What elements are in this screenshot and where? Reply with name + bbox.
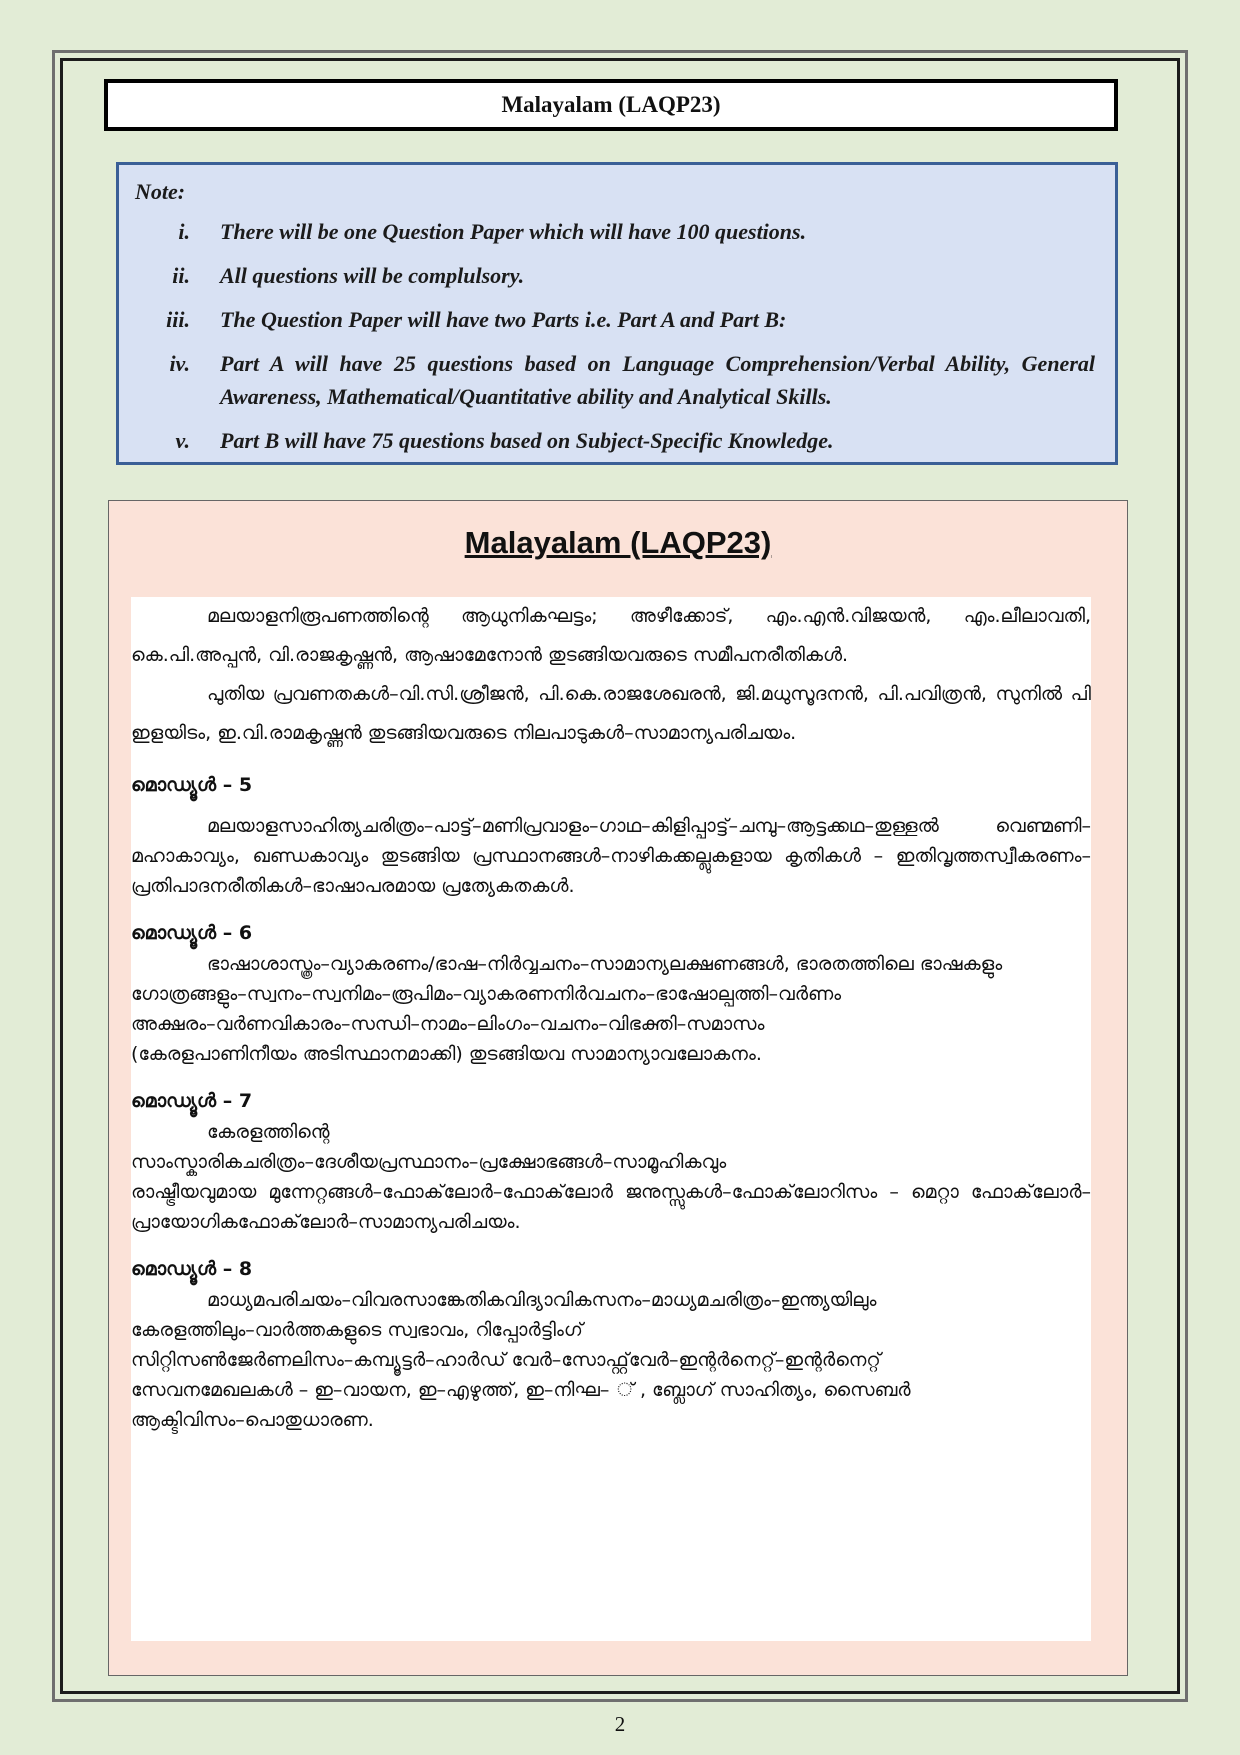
note-item-number: iii.	[166, 307, 190, 332]
page-title	[104, 79, 1118, 131]
module-text: അക്ഷരം–വർണവികാരം–സന്ധി–നാമം–ലിംഗം–വചനം–വിഭക്തി–സമാസം	[131, 1013, 765, 1035]
note-item-number: i.	[178, 219, 190, 244]
syllabus-title: Malayalam (LAQP23)	[464, 525, 772, 560]
module-text: (കേരളപാണിനീയം അടിസ്ഥാനമാക്കി) തുടങ്ങിയവ സാമാന്യാവലോകനം.	[131, 1043, 762, 1065]
module-heading: മൊഡ്യൂൾ – 7	[131, 1090, 253, 1112]
module-heading: മൊഡ്യൂൾ – 6	[131, 922, 253, 944]
note-item	[135, 347, 1095, 413]
note-item-text: Part A will have 25 questions based on Language Comprehension/Verbal Ability, General Awareness, Mathematical/Quantitative ability and Analytical Skills.	[220, 351, 1095, 409]
module-text: സാംസ്കാരികചരിത്രം–ദേശീയപ്രസ്ഥാനം–പ്രക്ഷോഭങ്ങൾ–സാമൂഹികവും	[131, 1151, 727, 1173]
note-item-number: ii.	[172, 263, 190, 288]
note-item-number: v.	[175, 428, 190, 453]
module-text: സിറ്റിസൺജേർണലിസം–കമ്പ്യൂട്ടർ–ഹാർഡ് വേർ–സോഫ്റ്റ്‌വേർ–ഇന്റർനെറ്റ്–ഇന്റർനെറ്റ്	[131, 1349, 881, 1371]
syllabus-content	[131, 597, 1091, 1641]
module-text: ആക്ടിവിസം–പൊതുധാരണ.	[131, 1409, 374, 1431]
syllabus-paragraph: മലയാളനിരൂപണത്തിന്റെ ആധുനികഘട്ടം; അഴീക്കോട്, എം.എൻ.വിജയൻ, എം.ലീലാവതി, കെ.പി.അപ്പൻ, വി.രാജകൃഷ്ണൻ, ആഷാമേനോൻ തുടങ്ങിയവരുടെ സമീപനരീതികൾ.	[131, 605, 1091, 666]
note-item-number: iv.	[169, 351, 190, 376]
note-heading: Note:	[135, 179, 186, 204]
module-text: ഭാഷാശാസ്ത്രം–വ്യാകരണം/ഭാഷ–നിർവ്വചനം–സാമാന്യലക്ഷണങ്ങൾ, ഭാരതത്തിലെ ഭാഷകളും	[207, 953, 1003, 975]
note-item-text: The Question Paper will have two Parts i.e. Part A and Part B:	[220, 307, 787, 332]
syllabus-box	[108, 500, 1128, 1676]
module-text: സേവനമേഖലകൾ – ഇ–വായന, ഇ–എഴുത്ത്, ഇ–നിഘ– ് , ബ്ലോഗ് സാഹിത്യം, സൈബർ	[131, 1379, 911, 1401]
page-number: 2	[614, 1712, 626, 1736]
module-text: കേരളത്തിലും–വാർത്തകളുടെ സ്വഭാവം, റിപ്പോർട്ടിംഗ്	[131, 1319, 583, 1341]
note-list	[135, 215, 1095, 457]
note-item	[135, 259, 1095, 292]
module-heading: മൊഡ്യൂൾ – 5	[131, 774, 253, 796]
module-text: ഗോത്രങ്ങളും–സ്വനം–സ്വനിമം–രൂപിമം–വ്യാകരണനിർവചനം–ഭാഷോല്പത്തി–വർണം	[131, 983, 842, 1005]
note-item-text: All questions will be complulsory.	[220, 263, 525, 288]
note-item	[135, 424, 1095, 457]
syllabus-paragraph: പുതിയ പ്രവണതകൾ–വി.സി.ശ്രീജൻ, പി.കെ.രാജശേഖരൻ, ജി.മധുസൂദനൻ, പി.പവിത്രൻ, സുനിൽ പി ഇളയിടം, ഇ.വി.രാമകൃഷ്ണൻ തുടങ്ങിയവരുടെ നിലപാടുകൾ–സാമാന്യപരിചയം.	[131, 683, 1091, 744]
note-item	[135, 303, 1095, 336]
note-box	[116, 162, 1118, 465]
module-text: രാഷ്ട്രീയവുമായ മുന്നേറ്റങ്ങൾ–ഫോക്‌ലോർ–ഫോക്‌ലോർ ജനുസ്സുകൾ–ഫോക്‌ലോറിസം – മെറ്റാ ഫോക്‌ലോർ–പ്രായോഗികഫോക്‌ലോർ–സാമാന്യപരിചയം.	[131, 1181, 1091, 1233]
module-text: കേരളത്തിന്റെ	[207, 1121, 330, 1143]
module-text: മാധ്യമപരിചയം–വിവരസാങ്കേതികവിദ്യാവികസനം–മാധ്യമചരിത്രം–ഇന്ത്യയിലും	[207, 1289, 877, 1311]
note-item-text: Part B will have 75 questions based on Subject-Specific Knowledge.	[220, 428, 834, 453]
note-item	[135, 215, 1095, 248]
spacer	[131, 801, 1091, 811]
page-title-text: Malayalam (LAQP23)	[501, 92, 721, 117]
note-item-text: There will be one Question Paper which will have 100 questions.	[220, 219, 807, 244]
module-heading: മൊഡ്യൂൾ – 8	[131, 1258, 253, 1280]
module-text: മലയാളസാഹിത്യചരിത്രം–പാട്ട്–മണിപ്രവാളം–ഗാഥ–കിളിപ്പാട്ട്–ചമ്പു–ആട്ടക്കഥ–തുള്ളൽ വെണ്മണി–മഹാകാവ്യം, ഖണ്ഡകാവ്യം തുടങ്ങിയ പ്രസ്ഥാനങ്ങൾ–നാഴികക്കല്ലുകളായ കൃതികൾ – ഇതിവൃത്തസ്വീകരണം–പ്രതിപാദനരീതികൾ–ഭാഷാപരമായ പ്രത്യേകതകൾ.	[131, 815, 1091, 897]
